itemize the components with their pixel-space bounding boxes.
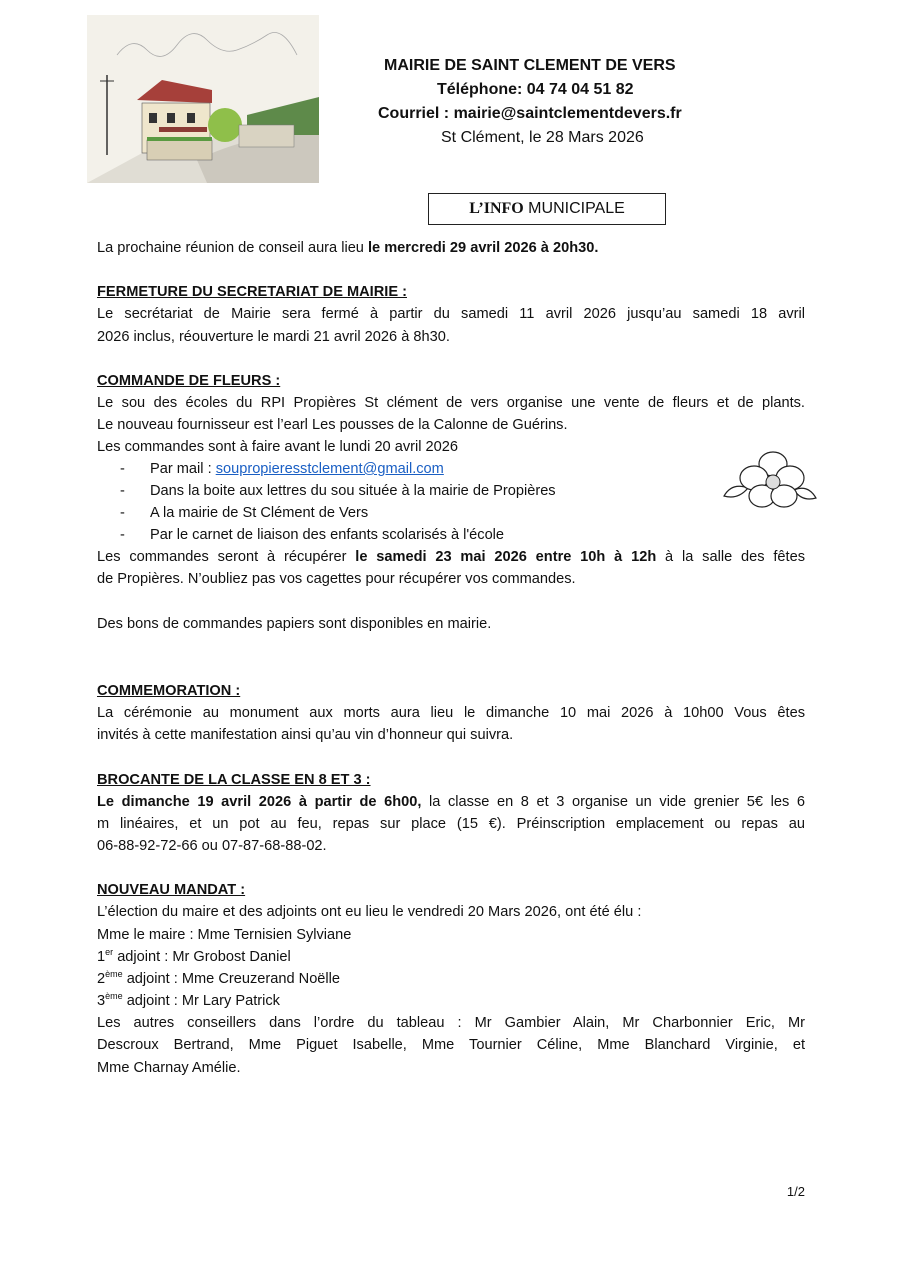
dash: - xyxy=(120,527,125,543)
email-link[interactable]: soupropieresstclement@gmail.com xyxy=(215,461,444,477)
mail-label: Par mail : xyxy=(150,461,216,477)
pickup-text: à la salle des fêtes xyxy=(656,549,805,565)
fermeture-line: 2026 inclus, réouverture le mardi 21 avril 2026 à 8h30. xyxy=(97,329,450,345)
commemoration-line: La cérémonie au monument aux morts aura lieu le dimanche 10 mai 2026 à 10h00 Vous êtes xyxy=(97,705,805,721)
ordinal-suffix: ème xyxy=(105,991,123,1002)
pickup-text: Les commandes seront à récupérer xyxy=(97,549,356,565)
mandat-intro: L’élection du maire et des adjoints ont eu lieu le vendredi 20 Mars 2026, ont été élu : xyxy=(97,904,642,920)
mandat-adjoint-2 xyxy=(97,968,805,990)
brocante-date: Le dimanche 19 avril 2026 à partir de 6h00, xyxy=(97,794,422,810)
info-municipale-badge xyxy=(428,193,666,225)
list-text: A la mairie de St Clément de Vers xyxy=(150,505,369,521)
mairie-title: MAIRIE DE SAINT CLEMENT DE VERS xyxy=(384,57,676,74)
brocante-line: m linéaires, et un pot au feu, repas sur place (15 €). Préinscription emplacement ou repas au xyxy=(97,816,805,832)
ordinal: 1 xyxy=(97,949,106,965)
fermeture-line: Le secrétariat de Mairie sera fermé à partir du samedi 11 avril 2026 jusqu’au samedi 18 avril xyxy=(97,306,805,322)
list-item xyxy=(120,524,720,546)
intro-text: La prochaine réunion de conseil aura lieu xyxy=(97,240,368,256)
bons-commande: Des bons de commandes papiers sont disponibles en mairie. xyxy=(97,616,492,632)
mandat-adjoint-1 xyxy=(97,946,805,968)
brocante-line: 06-88-92-72-66 ou 07-87-68-88-02. xyxy=(97,838,327,854)
list-item xyxy=(120,458,720,480)
ordinal-suffix: er xyxy=(105,947,114,958)
heading-mandat: NOUVEAU MANDAT : xyxy=(97,882,246,898)
list-item xyxy=(120,502,720,524)
pickup-date: le samedi 23 mai 2026 entre 10h à 12h xyxy=(355,549,657,565)
mandat-adjoint-3 xyxy=(97,990,805,1012)
ordinal: 3 xyxy=(97,993,106,1009)
conseillers-line: Mme Charnay Amélie. xyxy=(97,1060,241,1076)
mandat-maire: Mme le maire : Mme Ternisien Sylviane xyxy=(97,927,352,943)
fleurs-line: Les commandes sont à faire avant le lundi 20 avril 2026 xyxy=(97,439,459,455)
commemoration-line: invités à cette manifestation ainsi qu’au vin d’honneur qui suivra. xyxy=(97,727,514,743)
brocante-text: la classe en 8 et 3 organise un vide grenier 5€ les 6 xyxy=(421,794,805,810)
adjoint-text: adjoint : Mme Creuzerand Noëlle xyxy=(122,971,341,987)
intro-date: le mercredi 29 avril 2026 à 20h30. xyxy=(367,240,599,256)
ordinal-suffix: ème xyxy=(105,969,123,980)
town-hall-drawing xyxy=(87,15,319,183)
heading-commemoration: COMMEMORATION : xyxy=(97,683,241,699)
letter-date: St Clément, le 28 Mars 2026 xyxy=(441,129,644,146)
conseillers-line: Les autres conseillers dans l’ordre du tableau : Mr Gambier Alain, Mr Charbonnier Eric, Mr xyxy=(97,1015,805,1031)
conseillers-line: Descroux Bertrand, Mme Piguet Isabelle, Mme Tournier Céline, Mme Blanchard Virginie, et xyxy=(97,1037,805,1053)
email: Courriel : mairie@saintclementdevers.fr xyxy=(378,105,682,122)
pickup-line: de Propières. N’oubliez pas vos cagettes pour récupérer vos commandes. xyxy=(97,571,576,587)
dash: - xyxy=(120,483,125,499)
heading-fleurs: COMMANDE DE FLEURS : xyxy=(97,373,281,389)
brocante-line xyxy=(97,791,805,813)
adjoint-text: adjoint : Mr Grobost Daniel xyxy=(113,949,291,965)
fleurs-line: Le sou des écoles du RPI Propières St clément de vers organise une vente de fleurs et de plants. xyxy=(97,395,805,411)
flower-icon xyxy=(718,448,822,512)
badge-municipale: MUNICIPALE xyxy=(523,200,625,217)
list-text: Dans la boite aux lettres du sou située à la mairie de Propières xyxy=(150,483,556,499)
heading-fermeture: FERMETURE DU SECRETARIAT DE MAIRIE : xyxy=(97,284,407,300)
page-number: 1/2 xyxy=(786,1184,805,1199)
council-meeting xyxy=(97,237,805,259)
heading-brocante: BROCANTE DE LA CLASSE EN 8 ET 3 : xyxy=(97,772,371,788)
dash: - xyxy=(120,461,125,477)
badge-info: L’INFO xyxy=(469,200,524,217)
list-text: Par le carnet de liaison des enfants scolarisés à l'école xyxy=(150,527,505,543)
dash: - xyxy=(120,505,125,521)
fleurs-line: Le nouveau fournisseur est l’earl Les pousses de la Calonne de Guérins. xyxy=(97,417,568,433)
pickup-line xyxy=(97,546,805,568)
list-item xyxy=(120,480,720,502)
phone: Téléphone: 04 74 04 51 82 xyxy=(437,81,634,98)
adjoint-text: adjoint : Mr Lary Patrick xyxy=(122,993,280,1009)
ordinal: 2 xyxy=(97,971,106,987)
